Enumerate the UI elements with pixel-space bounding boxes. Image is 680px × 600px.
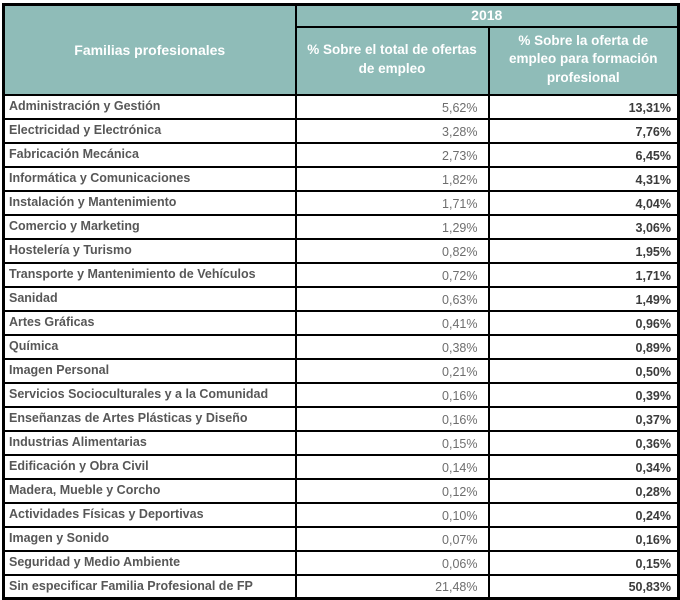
total-offers-cell: 0,21% xyxy=(296,359,489,383)
year-header-row xyxy=(4,5,679,27)
table-row xyxy=(4,503,679,527)
total-offers-cell: 3,28% xyxy=(296,119,489,143)
total-offers-cell: 0,07% xyxy=(296,527,489,551)
fp-offers-cell: 0,36% xyxy=(489,431,679,455)
family-name-cell: Actividades Físicas y Deportivas xyxy=(4,503,296,527)
family-name-cell: Servicios Socioculturales y a la Comunidad xyxy=(4,383,296,407)
table-row xyxy=(4,239,679,263)
family-name-cell: Sin especificar Familia Profesional de FP xyxy=(4,575,296,599)
family-name-cell: Seguridad y Medio Ambiente xyxy=(4,551,296,575)
table-row xyxy=(4,311,679,335)
family-name-cell: Imagen y Sonido xyxy=(4,527,296,551)
total-offers-cell: 0,14% xyxy=(296,455,489,479)
total-offers-cell: 1,71% xyxy=(296,191,489,215)
fp-offers-cell: 1,95% xyxy=(489,239,679,263)
family-name-cell: Industrias Alimentarias xyxy=(4,431,296,455)
fp-offers-column-header: % Sobre la oferta de empleo para formación profesional xyxy=(489,27,679,95)
family-name-cell: Edificación y Obra Civil xyxy=(4,455,296,479)
table-row xyxy=(4,287,679,311)
fp-offers-cell: 0,37% xyxy=(489,407,679,431)
total-offers-cell: 1,82% xyxy=(296,167,489,191)
fp-offers-cell: 50,83% xyxy=(489,575,679,599)
family-name-cell: Comercio y Marketing xyxy=(4,215,296,239)
total-offers-cell: 0,82% xyxy=(296,239,489,263)
fp-offers-cell: 0,50% xyxy=(489,359,679,383)
family-name-cell: Transporte y Mantenimiento de Vehículos xyxy=(4,263,296,287)
total-offers-cell: 0,72% xyxy=(296,263,489,287)
family-name-cell: Enseñanzas de Artes Plásticas y Diseño xyxy=(4,407,296,431)
table-row xyxy=(4,455,679,479)
year-header: 2018 xyxy=(296,5,679,27)
total-offers-cell: 21,48% xyxy=(296,575,489,599)
table-row xyxy=(4,575,679,599)
fp-offers-cell: 7,76% xyxy=(489,119,679,143)
table-row xyxy=(4,479,679,503)
table-row xyxy=(4,407,679,431)
table-header xyxy=(4,5,679,95)
fp-offers-cell: 4,31% xyxy=(489,167,679,191)
total-offers-cell: 0,12% xyxy=(296,479,489,503)
total-offers-cell: 0,38% xyxy=(296,335,489,359)
family-name-cell: Fabricación Mecánica xyxy=(4,143,296,167)
fp-offers-cell: 4,04% xyxy=(489,191,679,215)
fp-offers-cell: 0,28% xyxy=(489,479,679,503)
fp-offers-cell: 1,71% xyxy=(489,263,679,287)
total-offers-cell: 0,15% xyxy=(296,431,489,455)
table-row xyxy=(4,167,679,191)
total-offers-column-header: % Sobre el total de ofertas de empleo xyxy=(296,27,489,95)
table-row xyxy=(4,191,679,215)
total-offers-cell: 0,06% xyxy=(296,551,489,575)
fp-offers-cell: 3,06% xyxy=(489,215,679,239)
family-name-cell: Administración y Gestión xyxy=(4,95,296,119)
table-row xyxy=(4,335,679,359)
fp-offers-cell: 0,15% xyxy=(489,551,679,575)
total-offers-cell: 0,63% xyxy=(296,287,489,311)
total-offers-cell: 0,41% xyxy=(296,311,489,335)
family-name-cell: Artes Gráficas xyxy=(4,311,296,335)
fp-offers-cell: 6,45% xyxy=(489,143,679,167)
family-name-cell: Electricidad y Electrónica xyxy=(4,119,296,143)
table-row xyxy=(4,143,679,167)
total-offers-cell: 0,16% xyxy=(296,407,489,431)
fp-job-offers-table xyxy=(2,3,680,600)
fp-offers-cell: 13,31% xyxy=(489,95,679,119)
table-body xyxy=(4,95,679,599)
fp-offers-cell: 0,24% xyxy=(489,503,679,527)
total-offers-cell: 5,62% xyxy=(296,95,489,119)
family-name-cell: Hostelería y Turismo xyxy=(4,239,296,263)
family-name-cell: Informática y Comunicaciones xyxy=(4,167,296,191)
fp-offers-cell: 0,89% xyxy=(489,335,679,359)
table-row xyxy=(4,263,679,287)
table-row xyxy=(4,551,679,575)
table-row xyxy=(4,215,679,239)
total-offers-cell: 2,73% xyxy=(296,143,489,167)
families-column-header: Familias profesionales xyxy=(4,5,296,95)
family-name-cell: Instalación y Mantenimiento xyxy=(4,191,296,215)
family-name-cell: Madera, Mueble y Corcho xyxy=(4,479,296,503)
family-name-cell: Imagen Personal xyxy=(4,359,296,383)
family-name-cell: Sanidad xyxy=(4,287,296,311)
fp-offers-cell: 0,16% xyxy=(489,527,679,551)
family-name-cell: Química xyxy=(4,335,296,359)
table-row xyxy=(4,95,679,119)
table-row xyxy=(4,383,679,407)
fp-offers-cell: 0,39% xyxy=(489,383,679,407)
total-offers-cell: 1,29% xyxy=(296,215,489,239)
fp-offers-cell: 0,96% xyxy=(489,311,679,335)
fp-offers-cell: 0,34% xyxy=(489,455,679,479)
total-offers-cell: 0,16% xyxy=(296,383,489,407)
table-row xyxy=(4,527,679,551)
total-offers-cell: 0,10% xyxy=(296,503,489,527)
table-row xyxy=(4,359,679,383)
table-row xyxy=(4,119,679,143)
fp-offers-cell: 1,49% xyxy=(489,287,679,311)
table-row xyxy=(4,431,679,455)
